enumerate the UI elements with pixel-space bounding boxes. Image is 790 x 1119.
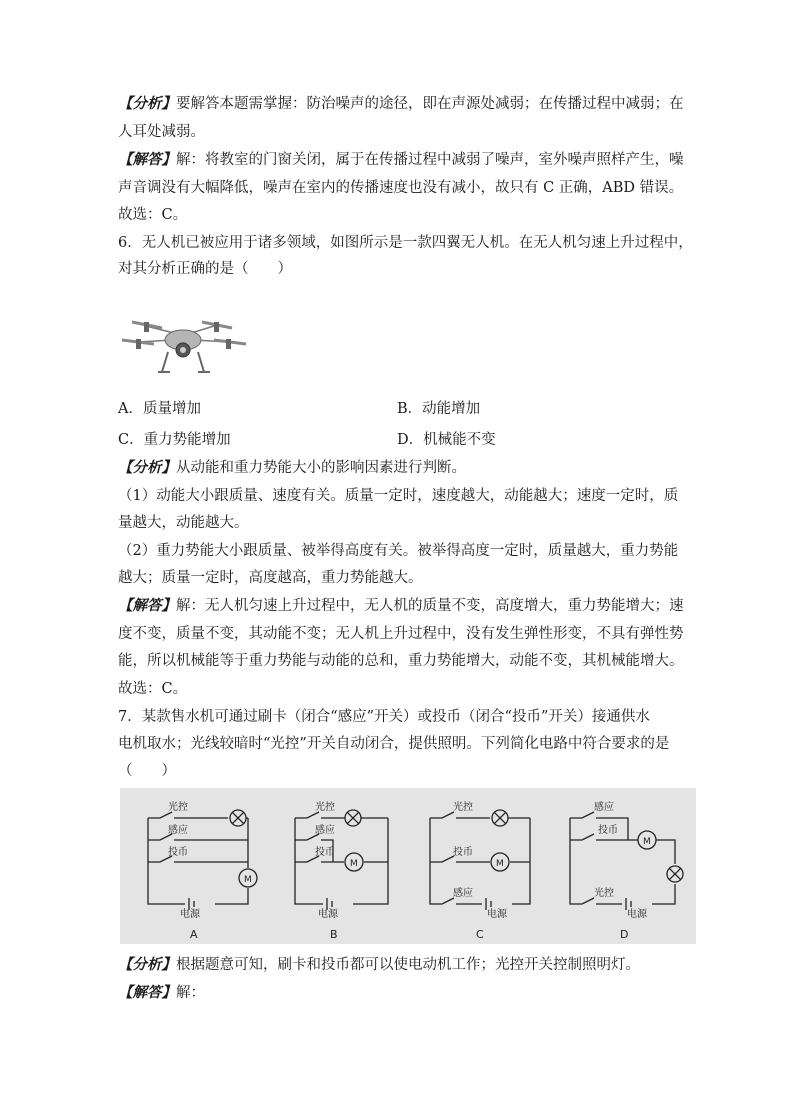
q6-answer-line-3: 能，所以机械能等于重力势能与动能的总和，重力势能增大，动能不变，其机械能增大。: [118, 653, 684, 669]
analysis-tag: 【分析】: [118, 956, 176, 973]
circuit-c-power-label: 电源: [487, 909, 507, 920]
circuit-a: [148, 812, 248, 910]
answer-tag: 【解答】: [118, 151, 176, 168]
drone-illustration: [118, 282, 248, 382]
circuit-c-motor-label: M: [496, 859, 504, 869]
circuit-c-light-control-label: 光控: [453, 802, 473, 813]
q7-answer-line-1: 【解答】解：: [118, 984, 205, 1001]
circuit-c-coin-label: 投币: [453, 847, 473, 858]
circuit-a-letter: A: [190, 928, 198, 941]
q6-analysis-line-5: 越大；质量一定时，高度越高，重力势能越大。: [118, 570, 423, 586]
circuit-b-power-label: 电源: [318, 909, 338, 920]
q6-answer-line-1: 【解答】解：无人机匀速上升过程中，无人机的质量不变，高度增大，重力势能增大；速: [118, 597, 684, 614]
q7-stem-line-1: 7．某款售水机可通过刷卡（闭合“感应”开关）或投币（闭合“投币”开关）接通供水: [118, 709, 650, 725]
circuit-c-sensor-label: 感应: [453, 888, 473, 899]
answer-tag: 【解答】: [118, 984, 176, 1001]
q5-choice: 故选：C。: [118, 207, 188, 223]
circuit-a-power-label: 电源: [180, 909, 200, 920]
circuit-c: [430, 812, 530, 910]
answer-tag: 【解答】: [118, 597, 176, 614]
q6-answer-line-2: 度不变，质量不变，其动能不变；无人机上升过程中，没有发生弹性形变，不具有弹性势: [118, 626, 684, 642]
q6-stem-line-2: 对其分析正确的是（ ）: [118, 261, 292, 277]
q6-choice: 故选：C。: [118, 681, 188, 697]
q7-analysis-line-1: 【分析】根据题意可知，刷卡和投币都可以使电动机工作；光控开关控制照明灯。: [118, 956, 640, 973]
circuit-d: [570, 812, 675, 910]
q5-analysis-line-1: 【分析】要解答本题需掌握：防治噪声的途径，即在声源处减弱；在传播过程中减弱；在: [118, 95, 684, 112]
circuit-d-motor-label: M: [643, 837, 651, 847]
q5-answer-line-1: 【解答】解：将教室的门窗关闭，属于在传播过程中减弱了噪声，室外噪声照样产生，噪: [118, 151, 684, 168]
circuit-b-sensor-label: 感应: [315, 825, 335, 836]
q5-answer-line-2: 声音调没有大幅降低，噪声在室内的传播速度也没有减小，故只有 C 正确，ABD 错误。: [118, 180, 684, 196]
q6-analysis-line-4: （2）重力势能大小跟质量、被举得高度有关。被举得高度一定时，质量越大，重力势能: [118, 543, 679, 559]
circuit-a-light-control-label: 光控: [168, 802, 188, 813]
q6-option-a: A．质量增加: [118, 401, 201, 417]
circuit-b-coin-label: 投币: [315, 847, 335, 858]
q6-analysis-line-3: 量越大，动能越大。: [118, 515, 249, 531]
analysis-tag: 【分析】: [118, 459, 176, 476]
q7-stem-line-3: （ ）: [118, 763, 176, 779]
q6-option-b: B．动能增加: [397, 401, 481, 417]
circuit-a-sensor-label: 感应: [168, 825, 188, 836]
q7-stem-line-2: 电机取水；光线较暗时“光控”开关自动闭合，提供照明。下列简化电路中符合要求的是: [118, 736, 670, 752]
circuit-a-motor-label: M: [244, 875, 252, 885]
q6-option-d: D．机械能不变: [397, 432, 496, 448]
circuit-d-coin-label: 投币: [598, 825, 618, 836]
circuit-b-motor-label: M: [350, 859, 358, 869]
circuit-b-light-control-label: 光控: [315, 802, 335, 813]
q6-analysis-line-1: 【分析】从动能和重力势能大小的影响因素进行判断。: [118, 459, 466, 476]
circuit-d-letter: D: [620, 928, 629, 941]
q6-stem-line-1: 6．无人机已被应用于诸多领域，如图所示是一款四翼无人机。在无人机匀速上升过程中，: [118, 235, 693, 251]
q6-option-c: C．重力势能增加: [118, 432, 231, 448]
q5-analysis-line-2: 人耳处减弱。: [118, 124, 205, 140]
q6-analysis-line-2: （1）动能大小跟质量、速度有关。质量一定时，速度越大，动能越大；速度一定时，质: [118, 488, 679, 504]
circuit-d-light-control-label: 光控: [594, 888, 614, 899]
analysis-tag: 【分析】: [118, 95, 176, 112]
circuit-b-letter: B: [330, 928, 338, 941]
circuit-b: [295, 812, 388, 910]
circuit-d-power-label: 电源: [627, 909, 647, 920]
circuit-c-letter: C: [476, 928, 484, 941]
circuit-diagrams: [120, 788, 696, 944]
circuit-a-coin-label: 投币: [168, 847, 188, 858]
circuit-d-sensor-label: 感应: [594, 802, 614, 813]
